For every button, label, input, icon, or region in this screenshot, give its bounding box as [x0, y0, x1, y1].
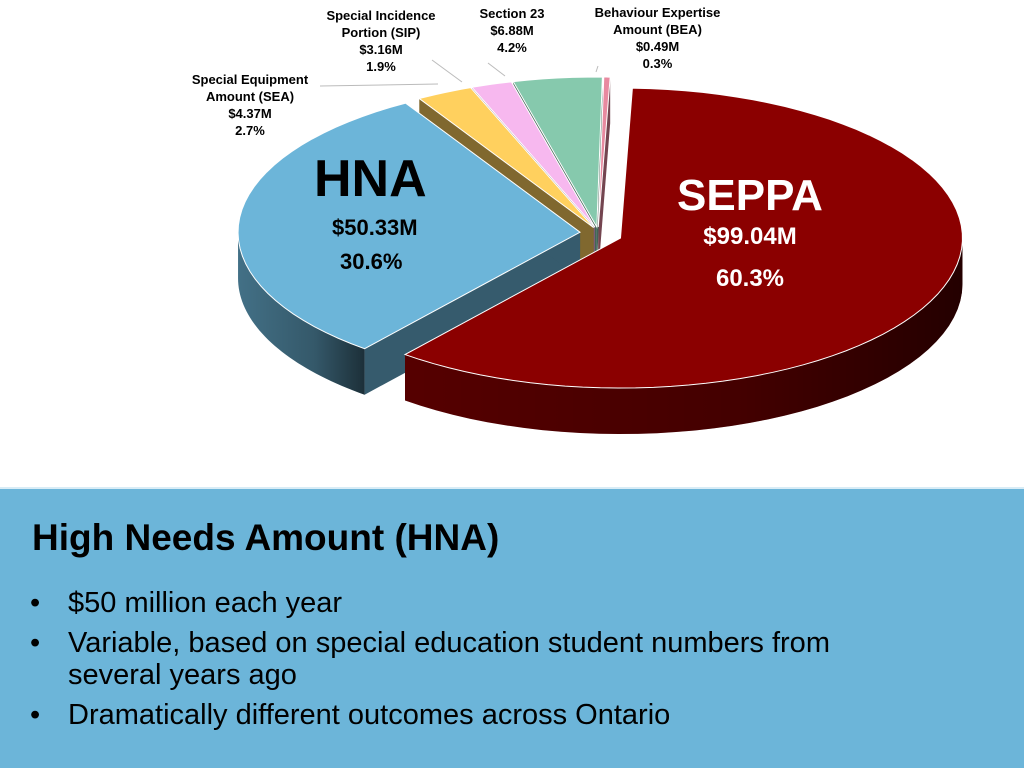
slice-percent-sip: 1.9% — [366, 59, 396, 74]
slice-percent-seppa: 60.3% — [715, 265, 785, 292]
slice-percent-bea: 0.3% — [642, 56, 673, 71]
info-title: High Needs Amount (HNA) — [32, 517, 500, 558]
slice-value-bea: $0.49M — [635, 39, 680, 54]
slice-label-bea — [575, 4, 740, 72]
slice-value-sea: $4.37M — [228, 106, 272, 121]
slice-name-seppa: SEPPA — [677, 171, 823, 220]
bullet-item — [30, 587, 930, 619]
bullet-list — [30, 587, 930, 739]
slice-label-sea — [165, 71, 335, 139]
bullet-dot-icon: • — [30, 627, 41, 659]
slice-label-sip — [306, 7, 456, 75]
leader-line — [488, 63, 505, 76]
slice-label-seppa — [650, 170, 850, 294]
bullet-item — [30, 627, 930, 691]
slice-value-hna: $50.33M — [332, 215, 418, 240]
slice-percent-hna: 30.6% — [340, 249, 403, 274]
slice-percent-sea: 2.7% — [235, 123, 265, 138]
slice-name-hna: HNA — [314, 150, 427, 208]
slice-percent-section23: 4.2% — [497, 40, 527, 55]
slice-value-seppa: $99.04M — [703, 223, 797, 250]
slice-value-sip: $3.16M — [359, 42, 403, 57]
info-panel — [0, 487, 1024, 768]
bullet-text: Dramatically different outcomes across Ontario — [68, 699, 671, 731]
bullet-dot-icon: • — [30, 587, 41, 619]
slice-label-hna — [290, 148, 470, 276]
bullet-text: Variable, based on special education student numbers from several years ago — [68, 627, 830, 691]
bullet-dot-icon: • — [30, 699, 41, 731]
slice-value-section23: $6.88M — [490, 23, 534, 38]
slice-name-bea-line2: Amount (BEA) — [613, 22, 702, 37]
slice-label-section23 — [462, 5, 562, 56]
slice-name-sea-line2: Amount (SEA) — [205, 89, 295, 104]
bullet-item — [30, 699, 930, 731]
slice-name-section23: Section 23 — [479, 6, 545, 21]
leader-line — [320, 84, 438, 86]
slice-name-bea-line1: Behaviour Expertise — [594, 5, 721, 20]
slice-name-sea-line1: Special Equipment — [191, 72, 309, 87]
slice-name-sip-line2: Portion (SIP) — [341, 25, 421, 40]
bullet-text: $50 million each year — [68, 587, 343, 619]
slice-name-sip-line1: Special Incidence — [326, 8, 436, 23]
